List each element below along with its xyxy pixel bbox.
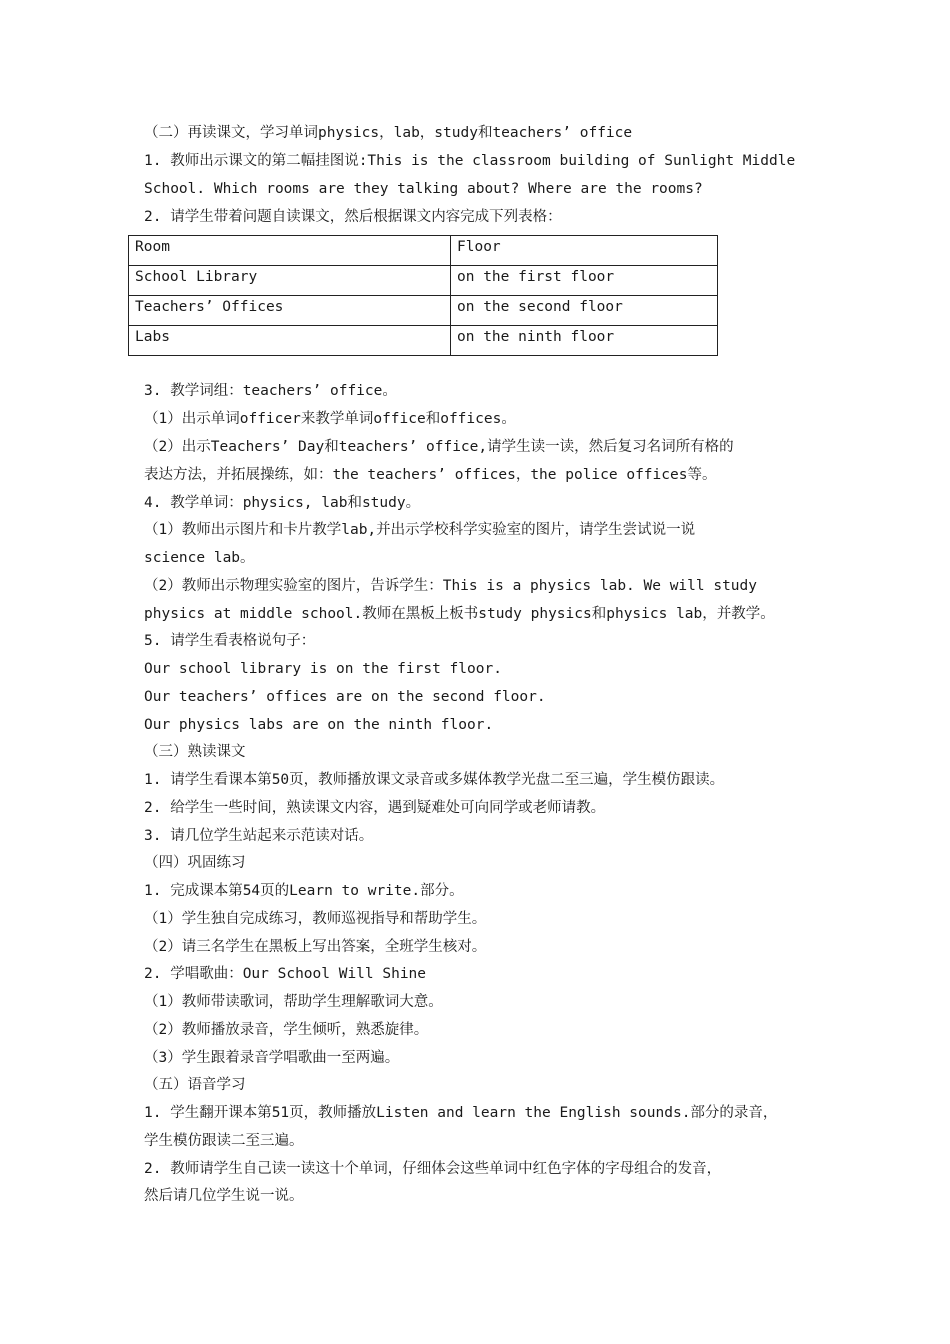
- paragraph-line: （1）出示单词officer来教学单词office和offices。: [144, 411, 516, 427]
- paragraph-line: 1. 请学生看课本第50页，教师播放课文录音或多媒体教学光盘二至三遍，学生模仿跟读。: [144, 772, 725, 788]
- table-cell: on the ninth floor: [451, 326, 718, 356]
- paragraph-line: 2. 请学生带着问题自读课文，然后根据课文内容完成下列表格：: [144, 209, 562, 225]
- table-row: [129, 266, 718, 296]
- paragraph-line: 表达方法，并拓展操练，如：the teachers’ offices，the police offices等。: [144, 467, 717, 483]
- table-cell: on the first floor: [451, 266, 718, 296]
- paragraph-line: （1）学生独自完成练习，教师巡视指导和帮助学生。: [144, 911, 487, 927]
- paragraph-line: 4. 教学单词：physics, lab和study。: [144, 495, 421, 511]
- paragraph-line: physics at middle school.教师在黑板上板书study physics和physics lab，并教学。: [144, 606, 775, 622]
- table-cell: Labs: [129, 326, 451, 356]
- paragraph-line: （3）学生跟着录音学唱歌曲一至两遍。: [144, 1050, 400, 1066]
- table-cell: on the second floor: [451, 296, 718, 326]
- example-sentence: Our school library is on the first floor.: [144, 661, 502, 677]
- paragraph-line: 1. 教师出示课文的第二幅挂图说:This is the classroom building of Sunlight Middle: [144, 153, 796, 169]
- table-row: [129, 296, 718, 326]
- paragraph-line: （2）请三名学生在黑板上写出答案，全班学生核对。: [144, 939, 487, 955]
- table-cell: School Library: [129, 266, 451, 296]
- table-header-cell: Room: [129, 236, 451, 266]
- section-heading-read-aloud: （三）熟读课文: [144, 744, 246, 760]
- paragraph-line: 1. 完成课本第54页的Learn to write.部分。: [144, 883, 464, 899]
- paragraph-line: 学生模仿跟读二至三遍。: [144, 1133, 304, 1149]
- paragraph-line: （1）教师带读歌词，帮助学生理解歌词大意。: [144, 994, 443, 1010]
- paragraph-line: School. Which rooms are they talking about? Where are the rooms?: [144, 181, 703, 197]
- table-header-cell: Floor: [451, 236, 718, 266]
- table-row: [129, 326, 718, 356]
- section-heading-practice: （四）巩固练习: [144, 855, 246, 871]
- paragraph-line: （2）教师出示物理实验室的图片，告诉学生：This is a physics lab. We will study: [144, 578, 757, 594]
- section-heading-phonics: （五）语音学习: [144, 1077, 246, 1093]
- paragraph-line: （1）教师出示图片和卡片教学lab,并出示学校科学实验室的图片，请学生尝试说一说: [144, 522, 696, 538]
- paragraph-line: 5. 请学生看表格说句子：: [144, 633, 316, 649]
- paragraph-line: 2. 教师请学生自己读一读这十个单词，仔细体会这些单词中红色字体的字母组合的发音，: [144, 1161, 722, 1177]
- section-heading-reread: （二）再读课文，学习单词physics，lab，study和teachers’ office: [144, 125, 633, 141]
- paragraph-line: 2. 学唱歌曲：Our School Will Shine: [144, 966, 427, 982]
- paragraph-line: science lab。: [144, 550, 255, 566]
- paragraph-line: 然后请几位学生说一说。: [144, 1188, 304, 1204]
- paragraph-line: （2）出示Teachers’ Day和teachers’ office,请学生读一读，然后复习名词所有格的: [144, 439, 734, 455]
- paragraph-line: （2）教师播放录音，学生倾听，熟悉旋律。: [144, 1022, 429, 1038]
- table-header-row: [129, 236, 718, 266]
- paragraph-line: 2. 给学生一些时间，熟读课文内容，遇到疑难处可向同学或老师请教。: [144, 800, 606, 816]
- room-floor-table: [128, 235, 718, 356]
- paragraph-line: 3. 教学词组：teachers’ office。: [144, 383, 397, 399]
- paragraph-line: 1. 学生翻开课本第51页，教师播放Listen and learn the English sounds.部分的录音，: [144, 1105, 778, 1121]
- example-sentence: Our teachers’ offices are on the second floor.: [144, 689, 546, 705]
- example-sentence: Our physics labs are on the ninth floor.: [144, 717, 494, 733]
- paragraph-line: 3. 请几位学生站起来示范读对话。: [144, 828, 374, 844]
- table-cell: Teachers’ Offices: [129, 296, 451, 326]
